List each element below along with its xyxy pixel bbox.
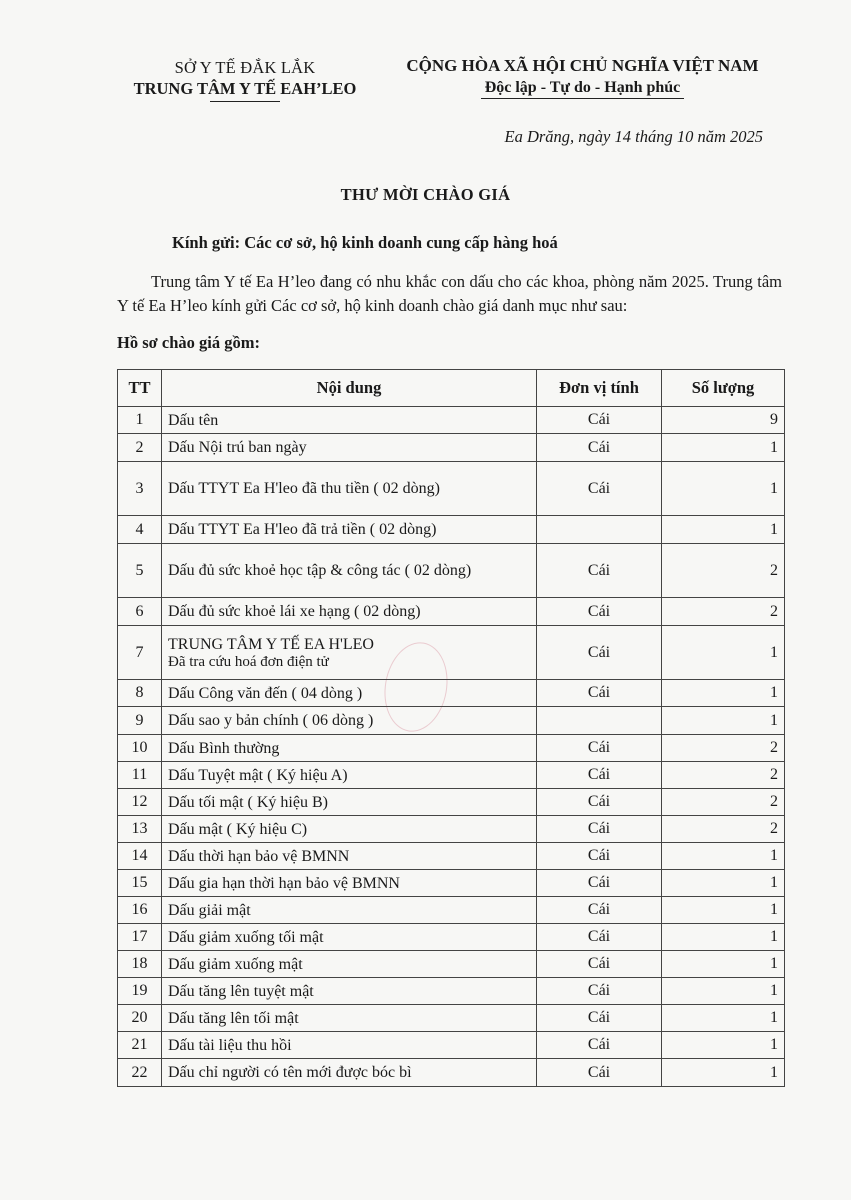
row-quantity: 1 <box>662 462 785 516</box>
row-number: 6 <box>118 598 162 626</box>
row-number: 9 <box>118 707 162 735</box>
row-unit: Cái <box>537 789 662 816</box>
row-content: Dấu tên <box>168 411 219 429</box>
table-row <box>118 951 785 978</box>
table-body <box>118 407 785 1087</box>
national-motto: Độc lập - Tự do - Hạnh phúc <box>481 79 685 99</box>
row-number: 20 <box>118 1005 162 1032</box>
row-content-cell <box>162 924 537 951</box>
header-unit: Đơn vị tính <box>537 370 662 407</box>
row-content: Dấu tối mật ( Ký hiệu B) <box>168 793 328 811</box>
row-content: Dấu Bình thường <box>168 739 280 757</box>
row-content-cell <box>162 707 537 735</box>
row-content: Dấu Công văn đến ( 04 dòng ) <box>168 684 363 702</box>
row-content: Dấu sao y bản chính ( 06 dòng ) <box>168 712 374 729</box>
table-row <box>118 544 785 598</box>
row-quantity: 1 <box>662 897 785 924</box>
row-quantity: 2 <box>662 735 785 762</box>
parent-organization: SỞ Y TẾ ĐẮK LẮK <box>174 58 316 77</box>
row-number: 14 <box>118 843 162 870</box>
table-row <box>118 462 785 516</box>
recipient-line: Kính gửi: Các cơ sở, hộ kinh doanh cung cấp hàng hoá <box>172 233 558 252</box>
row-content: Dấu chỉ người có tên mới được bóc bì <box>168 1064 412 1081</box>
row-content-cell <box>162 735 537 762</box>
table-header-row <box>118 370 785 407</box>
table-row <box>118 516 785 544</box>
table-row <box>118 1005 785 1032</box>
row-content-cell <box>162 870 537 897</box>
row-quantity: 1 <box>662 978 785 1005</box>
row-unit: Cái <box>537 924 662 951</box>
row-content-cell <box>162 951 537 978</box>
row-unit: Cái <box>537 626 662 680</box>
row-quantity: 2 <box>662 544 785 598</box>
table-row <box>118 897 785 924</box>
row-content: Dấu đủ sức khoẻ học tập & công tác ( 02 dòng) <box>168 562 472 579</box>
row-number: 10 <box>118 735 162 762</box>
row-number: 7 <box>118 626 162 680</box>
row-number: 19 <box>118 978 162 1005</box>
row-unit: Cái <box>537 1059 662 1087</box>
section-heading: Hồ sơ chào giá gồm: <box>117 333 260 352</box>
row-content: Dấu giảm xuống mật <box>168 955 303 973</box>
table-row <box>118 598 785 626</box>
nation-name: CỘNG HÒA XÃ HỘI CHỦ NGHĨA VIỆT NAM <box>406 56 759 75</box>
row-content: Dấu tài liệu thu hồi <box>168 1036 292 1054</box>
document-title: THƯ MỜI CHÀO GIÁ <box>340 185 511 204</box>
header-content: Nội dung <box>162 370 537 407</box>
row-content-cell <box>162 1005 537 1032</box>
row-unit: Cái <box>537 462 662 516</box>
row-number: 13 <box>118 816 162 843</box>
row-unit: Cái <box>537 1032 662 1059</box>
row-content-cell <box>162 434 537 462</box>
row-quantity: 1 <box>662 843 785 870</box>
table-row <box>118 762 785 789</box>
row-number: 18 <box>118 951 162 978</box>
row-quantity: 2 <box>662 598 785 626</box>
row-quantity: 1 <box>662 626 785 680</box>
row-content-cell <box>162 626 537 680</box>
row-number: 4 <box>118 516 162 544</box>
row-unit: Cái <box>537 434 662 462</box>
table-row <box>118 1032 785 1059</box>
row-content: Dấu Nội trú ban ngày <box>168 439 307 456</box>
table-row <box>118 843 785 870</box>
row-unit: Cái <box>537 816 662 843</box>
row-content: Dấu đủ sức khoẻ lái xe hạng ( 02 dòng) <box>168 603 421 620</box>
row-unit: Cái <box>537 978 662 1005</box>
row-unit: Cái <box>537 762 662 789</box>
table-row <box>118 924 785 951</box>
row-number: 1 <box>118 407 162 434</box>
row-quantity: 1 <box>662 1005 785 1032</box>
header-underline <box>210 101 280 102</box>
row-unit: Cái <box>537 407 662 434</box>
row-content: Dấu tăng lên tuyệt mật <box>168 982 314 1000</box>
items-table <box>117 369 785 1087</box>
row-unit: Cái <box>537 870 662 897</box>
row-content: TRUNG TÂM Y TẾ EA H'LEO <box>168 635 374 653</box>
row-unit: Cái <box>537 598 662 626</box>
row-number: 3 <box>118 462 162 516</box>
table-row <box>118 816 785 843</box>
row-quantity: 1 <box>662 1059 785 1087</box>
row-content-cell <box>162 407 537 434</box>
row-content: Dấu TTYT Ea H'leo đã thu tiền ( 02 dòng) <box>168 480 441 497</box>
row-number: 8 <box>118 680 162 707</box>
table-row <box>118 870 785 897</box>
row-number: 16 <box>118 897 162 924</box>
table-row <box>118 789 785 816</box>
row-content: Dấu Tuyệt mật ( Ký hiệu A) <box>168 766 348 784</box>
row-unit: Cái <box>537 680 662 707</box>
table-row <box>118 407 785 434</box>
row-quantity: 9 <box>662 407 785 434</box>
row-unit: Cái <box>537 544 662 598</box>
table-row <box>118 626 785 680</box>
row-quantity: 1 <box>662 680 785 707</box>
row-content: Dấu gia hạn thời hạn bảo vệ BMNN <box>168 874 400 892</box>
row-quantity: 1 <box>662 924 785 951</box>
row-quantity: 2 <box>662 816 785 843</box>
row-unit <box>537 516 662 544</box>
row-content-cell <box>162 762 537 789</box>
row-number: 5 <box>118 544 162 598</box>
table-row <box>118 707 785 735</box>
row-number: 17 <box>118 924 162 951</box>
table-row <box>118 434 785 462</box>
row-quantity: 1 <box>662 516 785 544</box>
row-content: Dấu giải mật <box>168 901 251 919</box>
row-content: Dấu thời hạn bảo vệ BMNN <box>168 847 350 865</box>
intro-paragraph: Trung tâm Y tế Ea H’leo đang có nhu khắc con dấu cho các khoa, phòng năm 2025. Trung tâm Y tế Ea H’leo kính gửi Các cơ sở, hộ kinh doanh chào giá danh mục như sau: <box>117 272 782 315</box>
row-content-subline: Đã tra cứu hoá đơn điện tử <box>168 653 329 670</box>
row-number: 22 <box>118 1059 162 1087</box>
row-unit: Cái <box>537 897 662 924</box>
row-unit: Cái <box>537 735 662 762</box>
row-number: 11 <box>118 762 162 789</box>
table-row <box>118 978 785 1005</box>
row-content-cell <box>162 843 537 870</box>
row-content-cell <box>162 789 537 816</box>
date-line: Ea Drăng, ngày 14 tháng 10 năm 2025 <box>504 127 763 146</box>
row-content-cell <box>162 1059 537 1087</box>
organization-name: TRUNG TÂM Y TẾ EAH’LEO <box>133 79 357 98</box>
row-content-cell <box>162 598 537 626</box>
row-quantity: 1 <box>662 870 785 897</box>
row-content: Dấu tăng lên tối mật <box>168 1009 299 1027</box>
row-unit: Cái <box>537 1005 662 1032</box>
row-number: 15 <box>118 870 162 897</box>
table-row <box>118 680 785 707</box>
table-row <box>118 1059 785 1087</box>
row-number: 2 <box>118 434 162 462</box>
row-content-cell <box>162 816 537 843</box>
national-header <box>390 56 775 99</box>
row-quantity: 2 <box>662 762 785 789</box>
row-quantity: 1 <box>662 434 785 462</box>
row-content: Dấu giảm xuống tối mật <box>168 928 324 946</box>
row-content-cell <box>162 897 537 924</box>
table-row <box>118 735 785 762</box>
header-tt: TT <box>118 370 162 407</box>
row-unit: Cái <box>537 951 662 978</box>
row-unit <box>537 707 662 735</box>
row-content-cell <box>162 1032 537 1059</box>
row-number: 21 <box>118 1032 162 1059</box>
row-content-cell <box>162 544 537 598</box>
row-number: 12 <box>118 789 162 816</box>
organization-header <box>110 58 380 102</box>
row-content: Dấu TTYT Ea H'leo đã trả tiền ( 02 dòng) <box>168 521 437 538</box>
row-quantity: 1 <box>662 1032 785 1059</box>
row-content-cell <box>162 516 537 544</box>
row-content-cell <box>162 462 537 516</box>
row-quantity: 1 <box>662 951 785 978</box>
row-content-cell <box>162 680 537 707</box>
row-quantity: 2 <box>662 789 785 816</box>
row-content: Dấu mật ( Ký hiệu C) <box>168 820 308 838</box>
row-content-cell <box>162 978 537 1005</box>
header-qty: Số lượng <box>662 370 785 407</box>
row-quantity: 1 <box>662 707 785 735</box>
row-unit: Cái <box>537 843 662 870</box>
